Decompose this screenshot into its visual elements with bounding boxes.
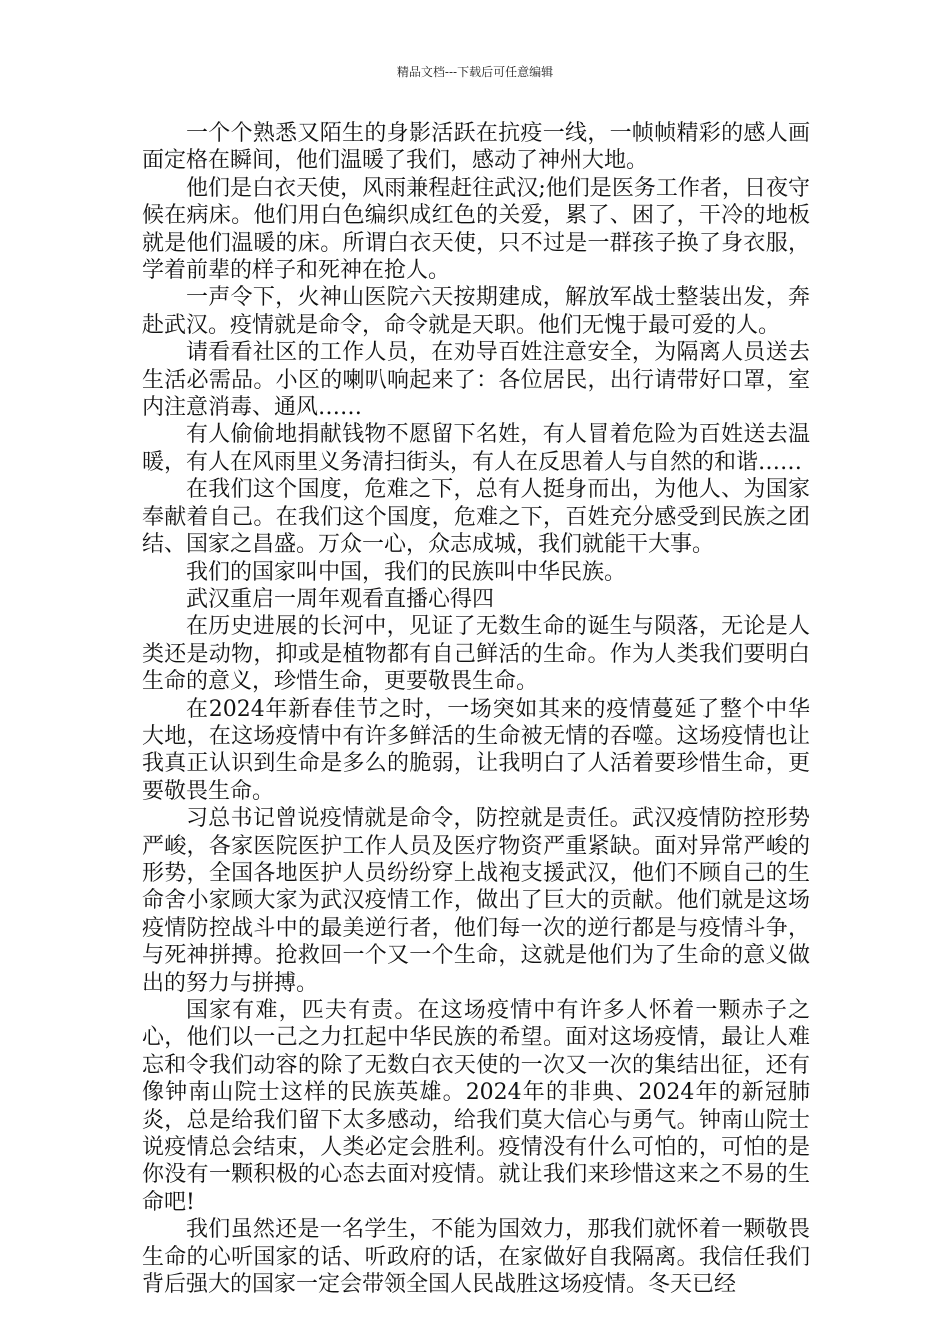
- paragraph: 请看看社区的工作人员，在劝导百姓注意安全，为隔离人员送去生活必需品。小区的喇叭响起来了：各位居民，出行请带好口罩，室内注意消毒、通风……: [142, 340, 810, 421]
- document-body: [142, 120, 810, 1298]
- paragraph: 一个个熟悉又陌生的身影活跃在抗疫一线，一帧帧精彩的感人画面定格在瞬间，他们温暖了我们，感动了神州大地。: [142, 121, 810, 174]
- paragraph: 我们的国家叫中国，我们的民族叫中华民族。: [186, 559, 627, 585]
- paragraph: 我们虽然还是一名学生，不能为国效力，那我们就怀着一颗敬畏生命的心听国家的话、听政府的话，在家做好自我隔离。我信任我们背后强大的国家一定会带领全国人民战胜这场疫情。冬天已经: [142, 1217, 810, 1298]
- paragraph: 他们是白衣天使，风雨兼程赶往武汉;他们是医务工作者，日夜守候在病床。他们用白色编织成红色的关爱，累了、困了，干冷的地板就是他们温暖的床。所谓白衣天使，只不过是一群孩子换了身衣服，学着前辈的样子和死神在抢人。: [142, 175, 810, 284]
- paragraph: 国家有难，匹夫有责。在这场疫情中有许多人怀着一颗赤子之心，他们以一己之力扛起中华民族的希望。面对这场疫情，最让人难忘和令我们动容的除了无数白衣天使的一次又一次的集结出征，还有像钟南山院士这样的民族英雄。2024年的非典、2024年的新冠肺炎，总是给我们留下太多感动，给我们莫大信心与勇气。钟南山院士说疫情总会结束，人类必定会胜利。疫情没有什么可怕的，可怕的是你没有一颗积极的心态去面对疫情。就让我们来珍惜这来之不易的生命吧!: [142, 998, 810, 1215]
- paragraph: 一声令下，火神山医院六天按期建成，解放军战士整装出发，奔赴武汉。疫情就是命令，命令就是天职。他们无愧于最可爱的人。: [142, 285, 810, 338]
- paragraph: 在历史进展的长河中，见证了无数生命的诞生与陨落，无论是人类还是动物，抑或是植物都有自己鲜活的生命。作为人类我们要明白生命的意义，珍惜生命，更要敬畏生命。: [142, 614, 810, 695]
- page-header: 精品文档---下载后可任意编辑: [396, 65, 554, 79]
- paragraph: 在我们这个国度，危难之下，总有人挺身而出，为他人、为国家奉献着自己。在我们这个国度，危难之下，百姓充分感受到民族之团结、国家之昌盛。万众一心，众志成城，我们就能干大事。: [142, 477, 810, 558]
- section-title: 武汉重启一周年观看直播心得四: [186, 586, 495, 612]
- paragraph: 在2024年新春佳节之时，一场突如其来的疫情蔓延了整个中华大地，在这场疫情中有许多鲜活的生命被无情的吞噬。这场疫情也让我真正认识到生命是多么的脆弱，让我明白了人活着要珍惜生命，更要敬畏生命。: [142, 696, 810, 804]
- paragraph: 有人偷偷地捐献钱物不愿留下名姓，有人冒着危险为百姓送去温暖，有人在风雨里义务清扫街头，有人在反思着人与自然的和谐……: [142, 422, 810, 475]
- paragraph: 习总书记曾说疫情就是命令，防控就是责任。武汉疫情防控形势严峻，各家医院医护工作人员及医疗物资严重紧缺。面对异常严峻的形势，全国各地医护人员纷纷穿上战袍支援武汉，他们不顾自己的生命舍小家顾大家为武汉疫情工作，做出了巨大的贡献。他们就是这场疫情防控战斗中的最美逆行者，他们每一次的逆行都是与疫情斗争，与死神拼搏。抢救回一个又一个生命，这就是他们为了生命的意义做出的努力与拼搏。: [142, 806, 810, 996]
